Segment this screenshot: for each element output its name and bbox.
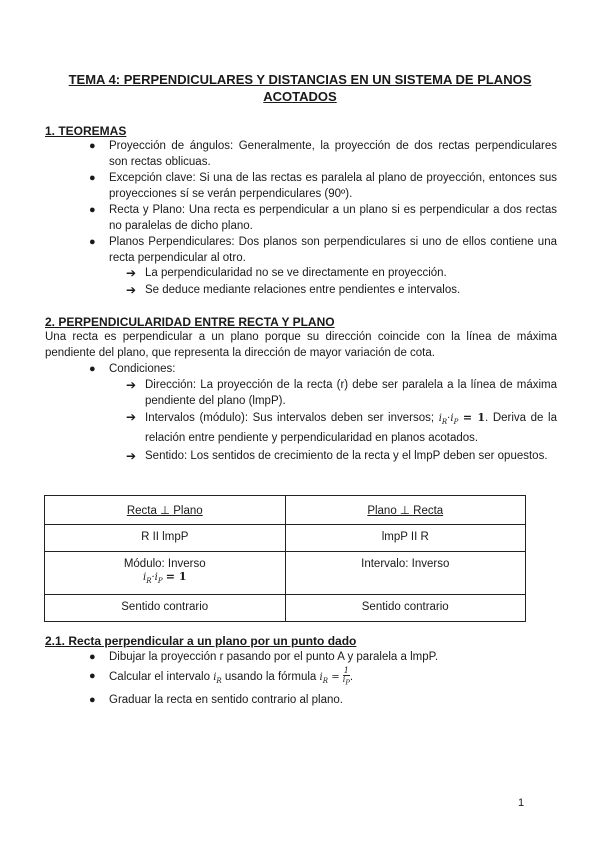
math-fraction: $\frac{1}{i_P}$: [342, 666, 350, 687]
table-cell: Sentido contrario: [45, 595, 286, 622]
bullet-icon: ●: [89, 236, 96, 248]
math-intervals-product: $i_R\cdot i_P$: [438, 413, 459, 426]
list-item: Dibujar la proyección r pasando por el punto A y paralela a lmpP.: [109, 651, 439, 663]
table-cell: R II lmpP: [45, 525, 286, 552]
table-row: [45, 595, 526, 622]
condition-direction: Dirección: La proyección de la recta (r) debe ser paralela a la línea de máxima pendiente del plano (lmpP).: [145, 379, 557, 407]
arrow-icon: ➔: [126, 410, 137, 424]
bullet-icon: ●: [89, 363, 96, 375]
math-iR-formula: $i_R$ =: [319, 671, 340, 685]
bullet-icon: ●: [89, 140, 96, 152]
math-product-formula: $i_R\cdot i_P = 1$: [143, 570, 187, 585]
conditions-label: Condiciones:: [109, 363, 176, 375]
list-item-formula: Calcular el intervalo $i_R$ usando la fórmula $i_R$ = $\frac{1}{i_P}$ .: [109, 666, 354, 687]
intervals-text-pre: Intervalos (módulo): Sus intervalos deben ser inversos;: [145, 412, 435, 424]
bullet-icon: ●: [89, 694, 96, 706]
table-cell: Intervalo: Inverso: [285, 552, 526, 595]
condition-intervals: [145, 410, 557, 446]
condition-sense: Sentido: Los sentidos de crecimiento de la recta y el lmpP deben ser opuestos.: [145, 450, 548, 462]
arrow-icon: ➔: [126, 378, 137, 392]
sub-list-item: La perpendicularidad no se ve directamente en proyección.: [145, 267, 447, 279]
section-2-heading: 2. PERPENDICULARIDAD ENTRE RECTA Y PLANO: [45, 315, 335, 329]
math-iR: $i_R$: [213, 671, 222, 685]
arrow-icon: ➔: [126, 283, 137, 297]
bullet-icon: ●: [89, 204, 96, 216]
table-cell: Sentido contrario: [285, 595, 526, 622]
table-cell: lmpP II R: [285, 525, 526, 552]
list-item: Planos Perpendiculares: Dos planos son perpendiculares si uno de ellos contiene una recta perpendicular al otro.: [109, 236, 557, 264]
list-item: Proyección de ángulos: Generalmente, la proyección de dos rectas perpendiculares son rectas oblicuas.: [109, 140, 557, 168]
arrow-icon: ➔: [126, 266, 137, 280]
table-row: [45, 496, 526, 525]
math-equals-one: = 1: [462, 411, 486, 424]
table-header-cell: Plano ⊥ Recta: [285, 496, 526, 525]
sub-list-item: Se deduce mediante relaciones entre pendientes e intervalos.: [145, 284, 461, 296]
section-1-heading: 1. TEOREMAS: [45, 124, 127, 138]
bullet-icon: ●: [89, 651, 96, 663]
table-row: [45, 525, 526, 552]
bullet-icon: ●: [89, 670, 96, 682]
table-row: [45, 552, 526, 595]
table-header-cell: Recta ⊥ Plano: [45, 496, 286, 525]
table-cell: Módulo: Inverso $i_R\cdot i_P = 1$: [45, 552, 286, 595]
section-2-1-heading: 2.1. Recta perpendicular a un plano por un punto dado: [45, 634, 357, 648]
list-item: Graduar la recta en sentido contrario al plano.: [109, 694, 343, 706]
section-2-intro: Una recta es perpendicular a un plano porque su dirección coincide con la línea de máxima pendiente del plano, que representa la dirección de mayor variación de cota.: [45, 331, 557, 359]
intervals-text-post: . Deriva de la relación entre pendiente y perpendicularidad en planos acotados.: [145, 412, 557, 444]
bullet-icon: ●: [89, 172, 96, 184]
list-item: Recta y Plano: Una recta es perpendicular a un plano si es perpendicular a dos rectas no paralelas de dicho plano.: [109, 204, 557, 232]
comparison-table: [44, 495, 526, 622]
arrow-icon: ➔: [126, 449, 137, 463]
page-number: 1: [518, 797, 525, 809]
page-title: TEMA 4: PERPENDICULARES Y DISTANCIAS EN UN SISTEMA DE PLANOS ACOTADOS: [68, 72, 532, 104]
list-item: Excepción clave: Si una de las rectas es paralela al plano de proyección, entonces sus proyecciones sí se verán perpendiculares (90º).: [109, 172, 557, 200]
